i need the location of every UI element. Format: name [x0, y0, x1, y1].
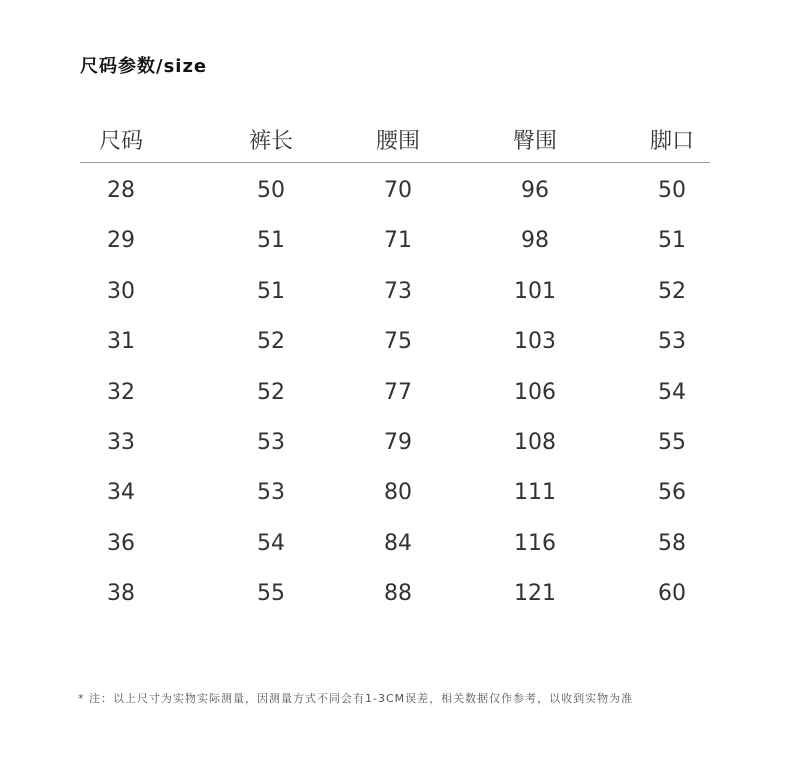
table-row — [80, 271, 710, 321]
table-row — [80, 573, 710, 623]
cell-pants-length: 55 — [257, 581, 285, 607]
cell-hem: 54 — [658, 379, 686, 405]
cell-hip: 121 — [514, 581, 556, 607]
table-header — [80, 118, 710, 163]
cell-size: 34 — [107, 480, 135, 506]
cell-waist: 80 — [384, 480, 412, 506]
page-title: 尺码参数/size — [80, 56, 208, 77]
size-table — [80, 118, 710, 624]
cell-hip: 106 — [514, 379, 556, 405]
cell-size: 32 — [107, 379, 135, 405]
cell-pants-length: 54 — [257, 530, 285, 556]
cell-waist: 84 — [384, 530, 412, 556]
cell-hem: 55 — [658, 429, 686, 455]
cell-waist: 71 — [384, 228, 412, 254]
cell-pants-length: 52 — [257, 329, 285, 355]
header-pants-length: 裤长 — [248, 129, 294, 154]
cell-hip: 101 — [514, 278, 556, 304]
cell-size: 28 — [107, 178, 135, 203]
header-hip: 臀围 — [512, 129, 558, 154]
cell-hip: 103 — [514, 329, 556, 355]
cell-hem: 56 — [658, 480, 686, 506]
cell-pants-length: 51 — [257, 228, 285, 254]
cell-hip: 108 — [514, 429, 556, 455]
cell-hem: 51 — [658, 228, 686, 254]
cell-hip: 116 — [514, 530, 556, 556]
table-row — [80, 523, 710, 573]
cell-hip: 96 — [521, 178, 549, 203]
cell-waist: 70 — [384, 178, 412, 203]
cell-waist: 88 — [384, 581, 412, 607]
cell-pants-length: 52 — [257, 379, 285, 405]
table-row — [80, 220, 710, 270]
cell-pants-length: 50 — [257, 178, 285, 203]
cell-hem: 50 — [658, 178, 686, 203]
cell-size: 31 — [107, 329, 135, 355]
cell-hem: 60 — [658, 581, 686, 607]
cell-pants-length: 53 — [257, 429, 285, 455]
cell-size: 36 — [107, 530, 135, 556]
cell-hem: 52 — [658, 278, 686, 304]
cell-hip: 111 — [514, 480, 556, 506]
cell-size: 29 — [107, 228, 135, 254]
cell-size: 33 — [107, 429, 135, 455]
header-waist: 腰围 — [375, 129, 421, 154]
table-row — [80, 422, 710, 472]
cell-size: 30 — [107, 278, 135, 304]
cell-hem: 53 — [658, 329, 686, 355]
table-body — [80, 170, 710, 624]
table-row — [80, 170, 710, 220]
cell-waist: 77 — [384, 379, 412, 405]
header-hem: 脚口 — [649, 129, 695, 154]
cell-waist: 75 — [384, 329, 412, 355]
cell-waist: 79 — [384, 429, 412, 455]
cell-pants-length: 53 — [257, 480, 285, 506]
cell-hem: 58 — [658, 530, 686, 556]
table-row — [80, 321, 710, 371]
table-row — [80, 372, 710, 422]
table-row — [80, 472, 710, 522]
cell-size: 38 — [107, 581, 135, 607]
footnote: * 注：以上尺寸为实物实际测量，因测量方式不同会有1-3CM误差，相关数据仅作参考，以收到实物为准 — [78, 692, 634, 705]
cell-waist: 73 — [384, 278, 412, 304]
cell-hip: 98 — [521, 228, 549, 254]
cell-pants-length: 51 — [257, 278, 285, 304]
header-size: 尺码 — [98, 129, 144, 154]
